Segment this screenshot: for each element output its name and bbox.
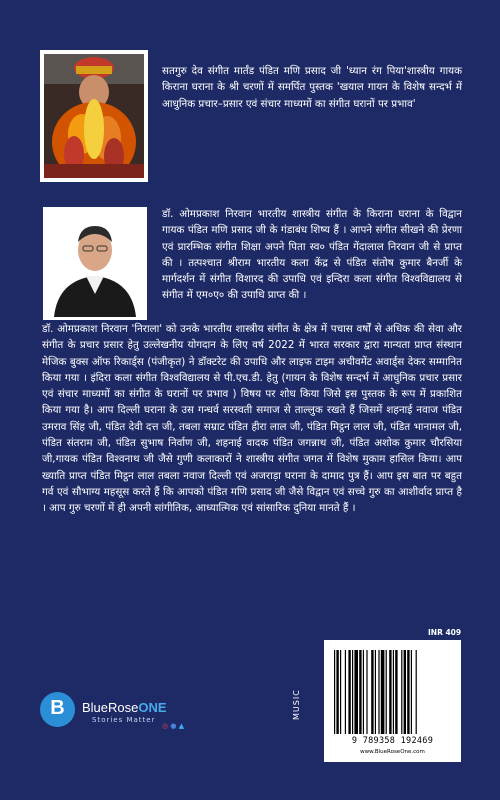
instagram-icon: ◎ [162,722,169,730]
dedication-text: सतगुरु देव संगीत मार्तंड पंडित मणि प्रसाद जी 'ध्यान रंग पिया'शास्त्रीय गायक किराना घराना के श्री चरणों में समर्पित पुस्तक 'खयाल गायन के विशेष सन्दर्भ में आधुनिक प्रचार–प्रसार एवं संचार माध्यमों का संगीत घरानों पर प्रभाव' [162,65,462,110]
publisher-name-main: BlueRose [82,700,139,715]
price-label: INR 409 [428,628,462,637]
barcode-bar [404,650,406,734]
category-label: MUSIC [292,689,301,720]
barcode-bar [395,650,397,734]
publisher-url: www.BlueRoseOne.com [360,749,425,755]
barcode-bar [345,650,346,734]
author-bio-text: डॉ. ओमप्रकाश निरवान 'निराला' को उनके भारतीय शास्त्रीय संगीत के क्षेत्र में पचास वर्षों से अधिक की सेवा और संगीत के प्रचार प्रसार हेतु उल्लेखनीय योगदान के लिए वर्ष 2022 में भारत सरकार द्वारा मान्यता प्राप्त संस्थान मेजिक बुक्स ऑफ रिकार्ड्स (पंजीकृत) ने डॉक्टरेट की उपाधि और लाइफ टाइम अचीवमेंट अवार्ड्स देकर सम्मानित किया गया । इंदिरा कला संगीत विश्वविद्यालय से पी.एच.डी. हेतु (गायन के विशेष सन्दर्भ में आधुनिक प्रचार प्रसार एवं संचार माध्यमों का संगीत के घरानों पर प्रभाव ) विषय पर शोध किया जिसे इस पुस्तक के रूप में प्रकाशित किया गया है। आप दिल्ली घराना के उस गन्धर्व सरस्वती समाज से ताल्लुक रखते हैं जिसमें शहनाई नवाज पंडित उमराव सिंह जी, पंडित देवी दत्त जी, तबला सम्राट पंडित हीरा लाल जी, पंडित मिट्ठन लाल जी, पंडित भानामल जी, पंडित संतराम जी, पंडित सुभाष निर्वाण जी, शहनाई वादक पंडित जगन्नाथ जी, पंडित अशोक कुमार चौरसिया जी,गायक पंडित विश्वनाथ जी जैसे गुणी कलाकारों ने शास्त्रीय संगीत जगत में विशेष मुकाम हासिल किया। आप ख्याति प्राप्त पंडित मिट्ठन लाल तबला नवाज दिल्ली एवं अजराड़ा घराना के दामाद पुत्र हैं। आप इस बात पर बहुत गर्व एवं सौभाग्य महसूस करते हैं कि आपको पंडित मणि प्रसाद जी जैसे विद्वान एवं सच्चे गुरु का आशीर्वाद प्राप्त है । आप गुरु चरणों में ही अपनी सांगीतिक, आध्यात्मिक एवं सांसारिक दुनिया मानते हैं । [42,323,462,515]
author-photo [43,207,147,320]
barcode-bar [381,650,385,734]
barcode-bar [393,650,394,734]
barcode-bar [366,650,367,734]
barcode-bar [363,650,364,734]
barcode-bar [348,650,350,734]
barcode-bar [401,650,402,734]
barcode-bar [386,650,387,734]
barcode-bar [411,650,412,734]
publisher-name [82,700,167,715]
barcode-bar [375,650,376,734]
publisher-tagline: Stories Matter [92,716,156,724]
publisher-logo-letter: B [50,697,65,719]
barcode-bar [340,650,341,734]
barcode-bar [389,650,391,734]
barcode-bar [336,650,338,734]
isbn-digits: 9 789358 192469 [351,736,434,746]
publisher-name-accent: ONE [138,700,167,715]
barcode-bar [359,650,361,734]
barcode-bar [416,650,417,734]
barcode-bar [352,650,353,734]
facebook-icon: ● [170,722,177,730]
barcode-bar [371,650,373,734]
guru-photo [40,50,148,182]
barcode-bar [334,650,335,734]
social-icons [162,722,184,730]
barcode-bar [354,650,358,734]
publisher-logo-mark [40,692,75,727]
barcode-bar [378,650,379,734]
isbn-barcode [324,640,461,762]
barcode-bars [332,650,453,734]
twitter-icon: ▲ [178,722,185,730]
author-intro-text: डॉ. ओमप्रकाश निरवान भारतीय शास्त्रीय संगीत के किराना घराना के विद्वान गायक पंडित मणि प्रसाद जी के गंडाबंध शिष्य हैं । आपने संगीत सीखने की प्रेरणा एवं प्रारम्भिक संगीत शिक्षा अपने पिता स्व० पंडित गेंदालाल निरवान जी से प्राप्त की । तत्पश्चात श्रीराम भारतीय कला केंद्र से पंडित संतोष कुमार बैनर्जी के मार्गदर्शन में संगीत विशारद की उपाधि एवं इन्दिरा कला संगीत विश्वविद्यालय से संगीत में एम०ए० की उपाधि प्राप्त की । [162,208,462,302]
barcode-bar [407,650,409,734]
